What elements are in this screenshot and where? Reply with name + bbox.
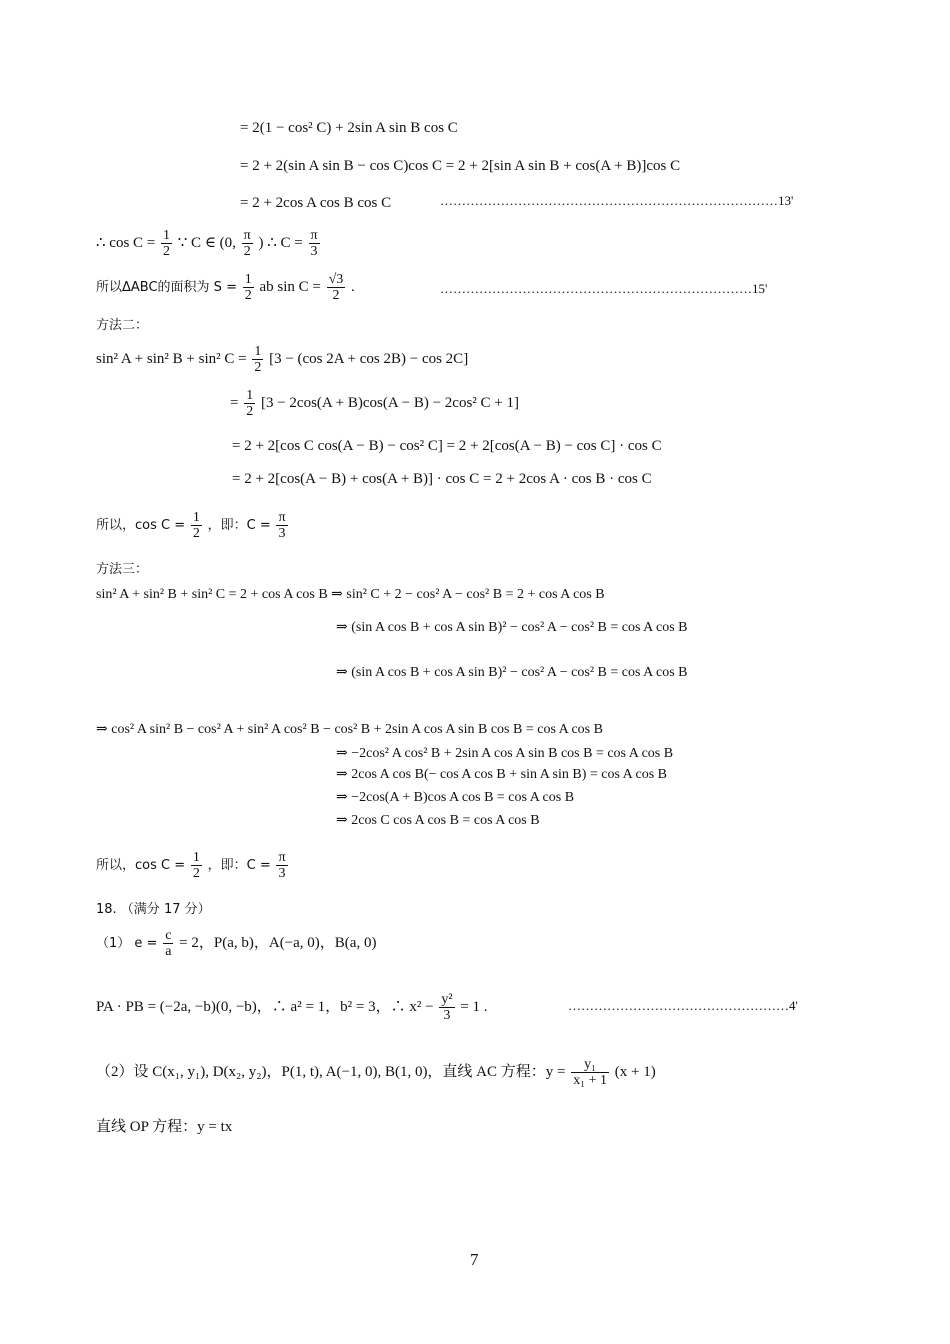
m1-cosC-line xyxy=(96,226,322,260)
m2-conclusion xyxy=(96,508,290,543)
page-number: 7 xyxy=(470,1250,479,1269)
q18-part2-pre: （2）设 C(x₁, y₁), D(x₂, y₂)，P(1, t), A(−1, 0), B(1, 0)，直线 AC 方程：y = xyxy=(96,1064,566,1080)
m2-line2-pre: = xyxy=(230,395,239,411)
m2-conclusion-mid: ，即：C = xyxy=(207,518,271,533)
q18-hyperbola-frac: $\frac{\text{y²}}{3}$ xyxy=(441,992,453,1024)
m3-line5: ⇒ −2cos² A cos² B + 2sin A cos A sin B cos B = cos A cos B xyxy=(336,746,674,761)
m2-line1-post: [3 − (cos 2A + cos 2B) − cos 2C] xyxy=(269,351,469,367)
m2-line3: = 2 + 2[cos C cos(A − B) − cos² C] = 2 + 2[cos(A − B) − cos C] · cos C xyxy=(232,438,662,454)
m1-area-result-frac: $\frac{√3}{2}$ xyxy=(328,272,344,304)
m1-line2: = 2 + 2(sin A sin B − cos C)cos C = 2 + 2[sin A sin B + cos(A + B)]cos C xyxy=(240,158,681,174)
q18-part1-post: = 2，P(a, b)，A(−a, 0)，B(a, 0) xyxy=(179,935,377,951)
m1-score-15: ………………………………………………………………15' xyxy=(440,281,768,296)
m1-C-range-pre: ∵ C ∈ (0, xyxy=(177,235,236,251)
m1-half-frac: $\frac{1}{2}$ xyxy=(244,272,252,304)
m2-line1 xyxy=(96,342,468,376)
m1-score-13: ……………………………………………………………………13' xyxy=(440,193,794,208)
q18-hyperbola-end: = 1 . xyxy=(460,999,488,1015)
m3-title: 方法三： xyxy=(96,562,149,577)
m2-pi-frac: $\frac{\pi}{3}$ xyxy=(278,510,286,542)
m3-line2: ⇒ (sin A cos B + cos A sin B)² − cos² A − cos² B = cos A cos B xyxy=(336,620,688,635)
m3-conclusion xyxy=(96,848,290,883)
m2-line2-frac: $\frac{1}{2}$ xyxy=(246,388,254,420)
m2-line1-pre: sin² A + sin² B + sin² C = xyxy=(96,351,247,367)
m1-area-line xyxy=(96,270,355,305)
m3-pi-frac: $\frac{\pi}{3}$ xyxy=(278,850,286,882)
m2-line4: = 2 + 2[cos(A − B) + cos(A + B)] · cos C = 2 + 2cos A · cos B · cos C xyxy=(232,471,652,487)
q18-part1-pre: （1） e = xyxy=(96,936,158,951)
q18-eccentricity-frac: $\frac{c}{a}$ xyxy=(165,928,172,960)
m2-cos-frac: $\frac{1}{2}$ xyxy=(192,510,200,542)
m3-line3: ⇒ (sin A cos B + cos A sin B)² − cos² A − cos² B = cos A cos B xyxy=(336,665,688,680)
q18-part2 xyxy=(96,1055,656,1089)
q18-part2-post: (x + 1) xyxy=(614,1064,656,1080)
q18-part1-vectors xyxy=(96,990,488,1024)
q18-line-op: 直线 OP 方程：y = tx xyxy=(96,1119,233,1135)
m2-line1-frac: $\frac{1}{2}$ xyxy=(254,344,262,376)
m1-area-pre: 所以ΔABC的面积为 S = xyxy=(96,280,237,295)
m3-conclusion-mid: ，即：C = xyxy=(207,858,271,873)
m3-line1: sin² A + sin² B + sin² C = 2 + cos A cos B ⇒ sin² C + 2 − cos² A − cos² B = 2 + cos A cos B xyxy=(96,587,605,602)
m1-area-end: . xyxy=(351,279,355,295)
m1-area-mid: ab sin C = xyxy=(259,279,321,295)
m2-title: 方法二： xyxy=(96,318,149,333)
m3-line4: ⇒ cos² A sin² B − cos² A + sin² A cos² B − cos² B + 2sin A cos A sin B cos B = cos A cos B xyxy=(96,722,603,737)
m2-conclusion-pre: 所以，cos C = xyxy=(96,518,186,533)
m1-pi-half-frac: $\frac{\pi}{2}$ xyxy=(243,228,251,260)
q18-header: 18. （满分 17 分） xyxy=(96,902,211,917)
m2-line2 xyxy=(230,386,519,420)
m1-cosC-pre: ∴ cos C = xyxy=(96,235,156,251)
m3-line8: ⇒ 2cos C cos A cos B = cos A cos B xyxy=(336,813,540,828)
m3-cos-frac: $\frac{1}{2}$ xyxy=(192,850,200,882)
q18-vectors-text: PA · PB = (−2a, −b)(0, −b)，∴ a² = 1，b² = 3，∴ x² − xyxy=(96,999,434,1015)
q18-score-4: ……………………………………………4' xyxy=(568,998,798,1013)
m1-line3: = 2 + 2cos A cos B cos C xyxy=(240,195,392,211)
m2-line2-post: [3 − 2cos(A + B)cos(A − B) − 2cos² C + 1] xyxy=(260,395,519,411)
m1-cosC-frac: $\frac{1}{2}$ xyxy=(163,228,171,260)
m1-pi-third-frac: $\frac{\pi}{3}$ xyxy=(310,228,318,260)
m1-C-eq: ) ∴ C = xyxy=(258,235,303,251)
m3-line7: ⇒ −2cos(A + B)cos A cos B = cos A cos B xyxy=(336,790,575,805)
q18-slope-frac: $\frac{\text{y₁}}{\text{x₁ + 1}}$ xyxy=(573,1057,608,1089)
m3-conclusion-pre: 所以，cos C = xyxy=(96,858,186,873)
q18-part1 xyxy=(96,926,376,961)
m3-line6: ⇒ 2cos A cos B(− cos A cos B + sin A sin B) = cos A cos B xyxy=(336,767,668,782)
m1-line1: = 2(1 − cos² C) + 2sin A sin B cos C xyxy=(240,120,458,136)
